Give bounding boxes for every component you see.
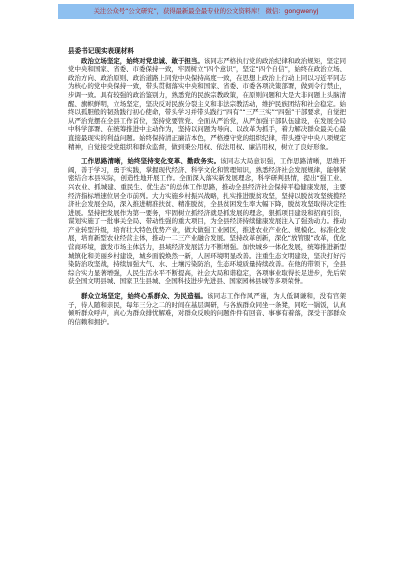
- paragraph-mass-line: [68, 292, 346, 326]
- paragraph-text: 该同志工作作风严谨，为人低调谦和，没有官架子，待人随和亲民，每年三分之二的时间在基层调研，与各族群众同坐一条凳，同吃一锅饭，认真倾听群众呼声，真心为群众排忧解难，对群众反映的问题件件有回音、事事有着落，深受干部群众的信赖和拥护。: [68, 292, 346, 326]
- paragraph-work-approach: [68, 157, 346, 286]
- banner-text: 关注公众号“公文研究”，获得最新最全最专业的公文资料库！ 微信：gongwenyj: [93, 7, 319, 16]
- paragraph-text: 该同志严格执行党的政治纪律和政治规矩，坚定同党中央和国家、省委、市委保持一致，牢固树立“四个意识”，坚定“四个自信”，始终在政治立场、政治方向、政治原则、政治道路上同党中央保持高度一致，在思想上政治上行动上同以习近平同志为核心的党中央保持一致，带头贯彻落实中央和国家、省委、市委各项决策部署，做到令行禁止，步调一致。具有较强的政治鉴别力，熟悉党的民族宗教政策，在原则问题和大是大非问题上头脑清醒、旗帜鲜明，立场坚定，坚决反对民族分裂主义和非法宗教活动，维护民族团结和社会稳定。始终以孤胆般的韧劲践行初心使命，带头学习并带头践行“四有”“三严三实”“四强”干部要求，自觉把从严治党摆在全县工作首位，坚持党要管党、全面从严治党，从严加强干部队伍建设，在发展全局中科学部署、在统筹推进中主动作为，坚持以问题为导向、以改革为抓手，着力解决群众最关心最直接最现实的利益问题。始终保持清正廉洁本色，严格遵守党的组织纪律，带头遵守中央八项规定精神，自觉接受党组织和群众监督，做到秉公用权、依法用权、廉洁用权，树立了良好形象。: [68, 56, 346, 151]
- document-title: 县委书记现实表现材料: [68, 47, 134, 55]
- paragraph-lead: 政治立场坚定，始终对党忠诚、敢于担当。: [81, 56, 204, 65]
- paragraph-lead: 工作思路清晰，始终坚持变化变革、勤政务实。: [81, 157, 221, 166]
- paragraph-political-stance: [68, 57, 346, 152]
- header-banner: [58, 4, 354, 19]
- paragraph-text: 该同志大局意识强，工作思路清晰，思维开阔，善于学习，勇于实践，掌握现代经济、科学文化和管理知识，熟悉经济社会发展规律，能够紧密结合本县实际，创造性地开展工作。全面深入落实新发展理念，科学研判县情，提出“强工业、兴农业、抓城建、重民生、优生态”的总体工作思路，推动全县经济社会保持平稳健康发展，主要经济指标增速位居全市前列。大力实施乡村振兴战略，扎实推进脱贫攻坚，坚持以脱贫攻坚统揽经济社会发展全局，深入推进精准扶贫、精准脱贫，全县贫困发生率大幅下降，脱贫攻坚取得决定性进展。坚持把发展作为第一要务，牢固树立抓经济就是抓发展的理念，狠抓项目建设和招商引资，谋划实施了一批事关全局、带动性强的重大项目，为全县经济持续健康发展注入了强劲动力。推动产业转型升级，培育壮大特色优势产业，做大做强工业园区，推进农业产业化、规模化、标准化发展，培育新型农业经营主体，推动一二三产业融合发展。坚持改革创新，深化“放管服”改革，优化营商环境，激发市场主体活力，县域经济发展活力不断增强。加快城乡一体化发展，统筹推进新型城镇化和美丽乡村建设，城乡面貌焕然一新，人居环境明显改善。注重生态文明建设，坚决打好污染防治攻坚战，持续加强大气、水、土壤污染防治，生态环境质量持续改善。在他的带领下，全县综合实力显著增强，人民生活水平不断提高，社会大局和谐稳定，各项事业取得长足进步，先后荣获全国文明县城、国家卫生县城、全国科技进步先进县、国家园林县城等多项荣誉。: [68, 157, 346, 286]
- paragraph-lead: 群众立场坚定，始终心系群众、为民造福。: [81, 292, 207, 301]
- document-body: [68, 47, 346, 326]
